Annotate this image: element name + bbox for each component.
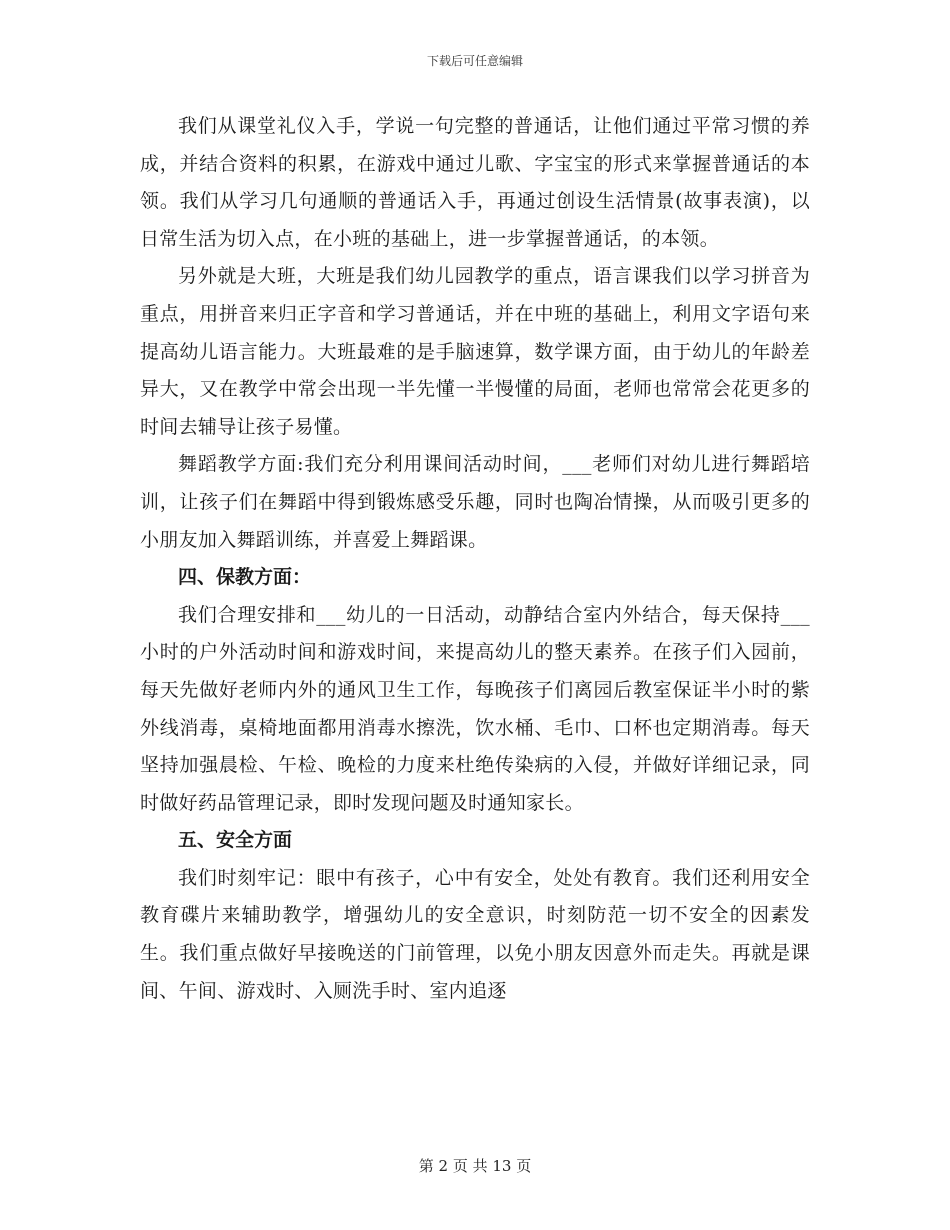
paragraph-senior-class: 另外就是大班，大班是我们幼儿园教学的重点，语言课我们以学习拼音为重点，用拼音来归正字音和学习普通话，并在中班的基础上，利用文字语句来提高幼儿语言能力。大班最难的是手脑速算，数学课方面，由于幼儿的年龄差异大，又在教学中常会出现一半先懂一半慢懂的局面，老师也常常会花更多的时间去辅导让孩子易懂。	[140, 265, 810, 438]
paragraph-dance-teaching: 舞蹈教学方面:我们充分利用课间活动时间，___老师们对幼儿进行舞蹈培训，让孩子们在舞蹈中得到锻炼感受乐趣，同时也陶冶情操，从而吸引更多的小朋友加入舞蹈训练，并喜爱上舞蹈课。	[140, 453, 810, 551]
section-heading-care: 四、保教方面：	[178, 566, 312, 589]
section-heading-safety: 五、安全方面	[178, 829, 293, 852]
paragraph-care-education: 我们合理安排和___幼儿的一日活动，动静结合室内外结合，每天保持___小时的户外活动时间和游戏时间，来提高幼儿的整天素养。在孩子们入园前，每天先做好老师内外的通风卫生工作，每晚孩子们离园后教室保证半小时的紫外线消毒，桌椅地面都用消毒水擦洗，饮水桶、毛巾、口杯也定期消毒。每天坚持加强晨检、午检、晚检的力度来杜绝传染病的入侵，并做好详细记录，同时做好药品管理记录，即时发现问题及时通知家长。	[140, 603, 810, 814]
page-number: 第 2 页 共 13 页	[418, 1157, 532, 1175]
page-header: 下载后可任意编辑	[426, 54, 523, 68]
document-body	[140, 108, 810, 1010]
paragraph-mandarin-teaching: 我们从课堂礼仪入手，学说一句完整的普通话，让他们通过平常习惯的养成，并结合资料的积累，在游戏中通过儿歌、字宝宝的形式来掌握普通话的本领。我们从学习几句通顺的普通话入手，再通过创设生活情景(故事表演)，以日常生活为切入点，在小班的基础上，进一步掌握普通话，的本领。	[140, 115, 810, 250]
paragraph-safety: 我们时刻牢记：眼中有孩子，心中有安全，处处有教育。我们还利用安全教育碟片来辅助教学，增强幼儿的安全意识，时刻防范一切不安全的因素发生。我们重点做好早接晚送的门前管理，以免小朋友因意外而走失。再就是课间、午间、游戏时、入厕洗手时、室内追逐	[140, 866, 810, 1002]
